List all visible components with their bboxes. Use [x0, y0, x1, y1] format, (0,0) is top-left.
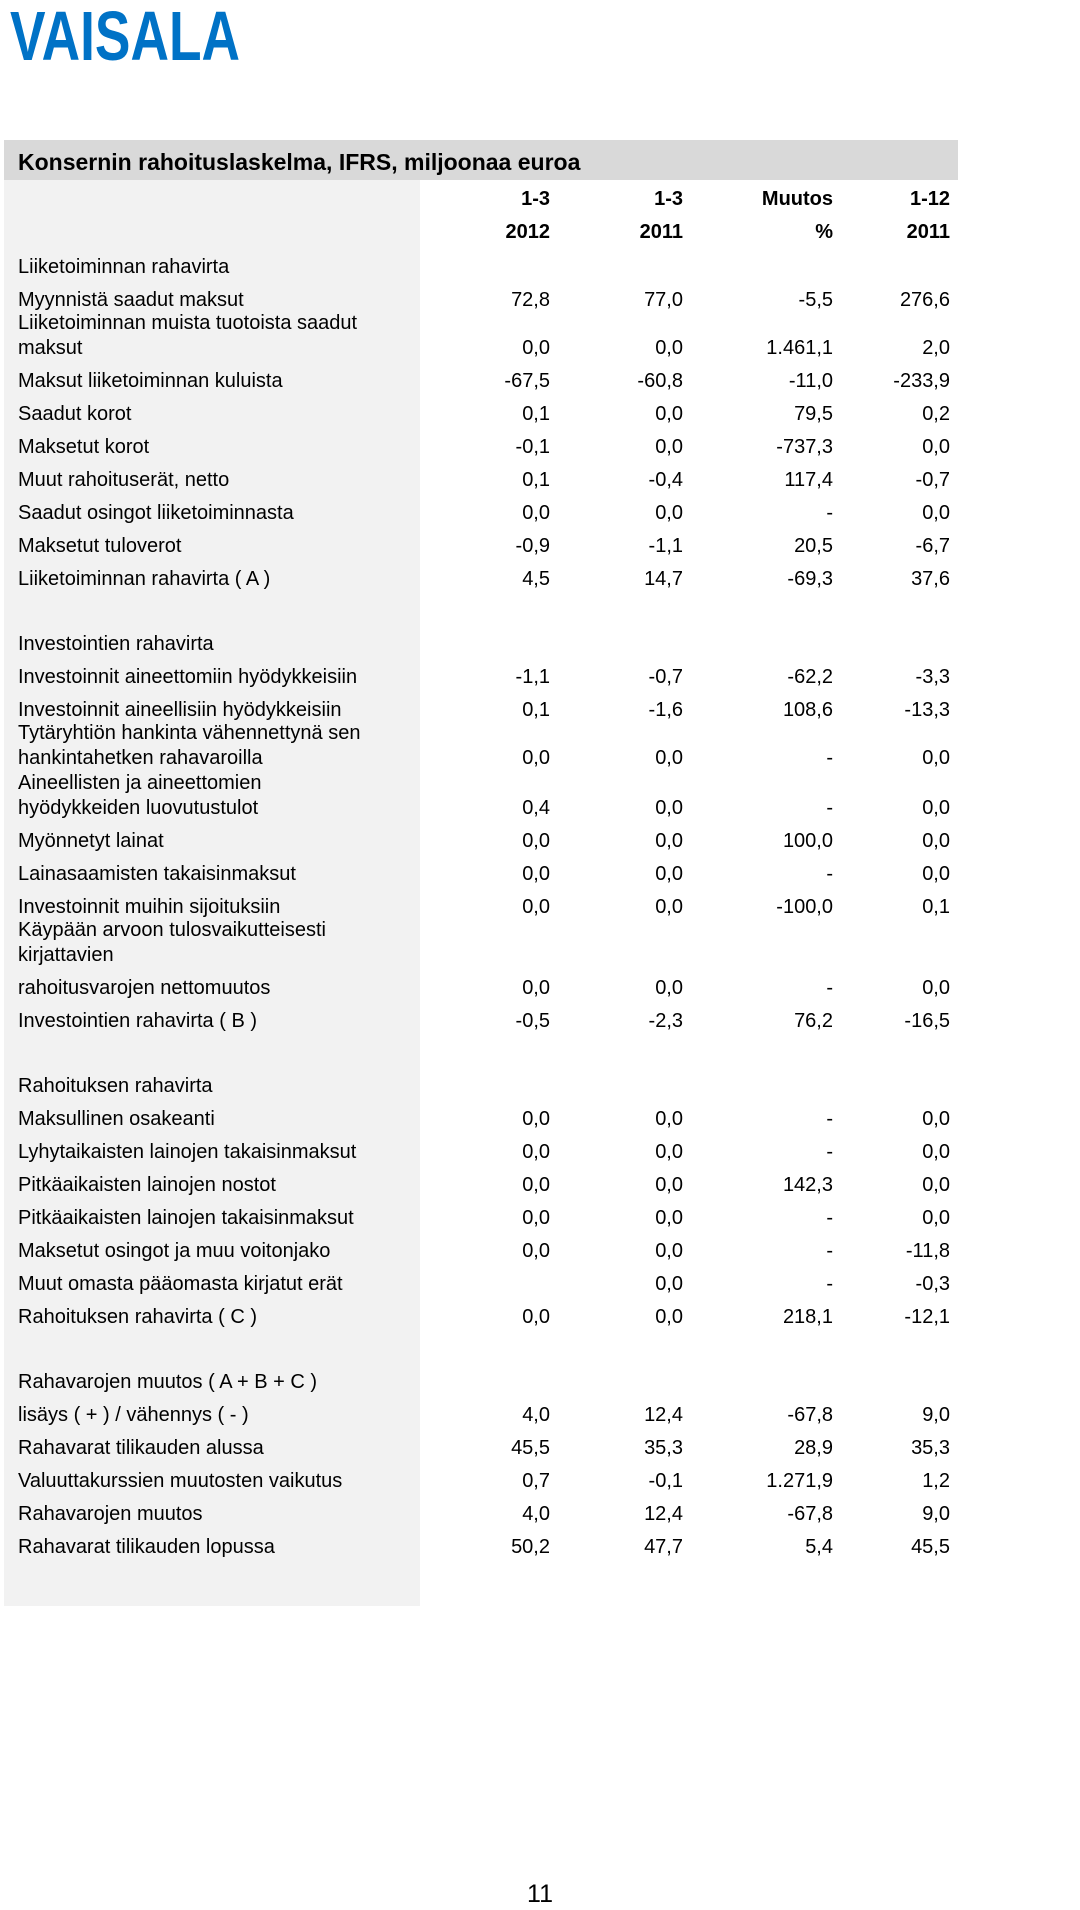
- row-value: 79,5: [794, 403, 833, 425]
- table-title: Konsernin rahoituslaskelma, IFRS, miljoonaa euroa: [18, 149, 581, 175]
- row-label: Liiketoiminnan rahavirta ( A ): [18, 568, 271, 590]
- row-value: -1,1: [648, 535, 683, 557]
- row-value: 0,0: [522, 337, 550, 359]
- row-label: Saadut korot: [18, 403, 132, 425]
- row-label: Rahavarojen muutos: [18, 1503, 203, 1525]
- row-value: -: [826, 1108, 833, 1130]
- row-label: Lainasaamisten takaisinmaksut: [18, 863, 296, 885]
- row-value: 77,0: [644, 289, 683, 311]
- row-value: 35,3: [644, 1437, 683, 1459]
- row-value: 0,0: [655, 1306, 683, 1328]
- row-value: -5,5: [798, 289, 833, 311]
- row-value: 45,5: [511, 1437, 550, 1459]
- row-value: 142,3: [782, 1174, 833, 1196]
- row-value: 5,4: [805, 1536, 833, 1558]
- row-value: 0,0: [922, 977, 950, 999]
- row-value: 0,0: [655, 1174, 683, 1196]
- row-label: Rahavarojen muutos ( A + B + C ): [18, 1371, 318, 1393]
- row-value: 0,0: [655, 403, 683, 425]
- row-label: Maksut liiketoiminnan kuluista: [18, 370, 283, 392]
- row-value: -60,8: [637, 370, 683, 392]
- row-value: -67,8: [787, 1503, 833, 1525]
- row-label: Rahavarat tilikauden lopussa: [18, 1536, 275, 1558]
- row-value: 9,0: [922, 1503, 950, 1525]
- row-label: Investointien rahavirta ( B ): [18, 1010, 257, 1032]
- row-value: -11,0: [788, 370, 833, 392]
- row-value: 276,6: [899, 289, 950, 311]
- row-value: 0,2: [922, 403, 950, 425]
- row-label: Muut omasta pääomasta kirjatut erät: [18, 1273, 343, 1295]
- row-value: 0,1: [522, 699, 550, 721]
- header-cell: 1-3: [654, 188, 683, 210]
- row-label: Maksetut osingot ja muu voitonjako: [18, 1240, 331, 1262]
- row-value: 0,1: [922, 896, 950, 918]
- row-label: Maksullinen osakeanti: [18, 1108, 215, 1130]
- row-value: -1,6: [648, 699, 683, 721]
- row-value: 20,5: [794, 535, 833, 557]
- row-value: 47,7: [644, 1536, 683, 1558]
- header-cell: Muutos: [761, 188, 833, 210]
- row-value: 0,0: [655, 977, 683, 999]
- row-value: -0,3: [915, 1273, 950, 1295]
- row-value: -62,2: [787, 666, 833, 688]
- row-value: 2,0: [922, 337, 950, 359]
- row-value: -: [826, 1240, 833, 1262]
- row-label: Liiketoiminnan muista tuotoista saadut: [18, 312, 358, 334]
- row-value: 37,6: [911, 568, 950, 590]
- table-title-bar: [4, 140, 958, 180]
- row-value: 0,0: [922, 747, 950, 769]
- row-value: -12,1: [904, 1306, 950, 1328]
- row-value: 0,0: [922, 863, 950, 885]
- row-value: 0,0: [522, 863, 550, 885]
- row-label: Liiketoiminnan rahavirta: [18, 256, 230, 278]
- row-label: Rahoituksen rahavirta: [18, 1075, 213, 1097]
- logo-text: VAISALA: [10, 0, 240, 75]
- row-value: 76,2: [794, 1010, 833, 1032]
- row-value: -0,1: [515, 436, 550, 458]
- row-value: 0,0: [522, 1306, 550, 1328]
- row-value: 9,0: [922, 1404, 950, 1426]
- row-value: 0,0: [922, 502, 950, 524]
- row-label: Investoinnit aineettomiin hyödykkeisiin: [18, 666, 358, 688]
- row-label: kirjattavien: [18, 944, 114, 966]
- row-value: 0,0: [655, 896, 683, 918]
- row-label: Investointien rahavirta: [18, 633, 214, 655]
- row-label: Muut rahoituserät, netto: [18, 469, 230, 491]
- row-value: 117,4: [784, 469, 833, 491]
- header-cell: 2011: [639, 221, 683, 243]
- row-label: Rahoituksen rahavirta ( C ): [18, 1306, 257, 1328]
- row-value: 0,0: [655, 830, 683, 852]
- row-value: 50,2: [511, 1536, 550, 1558]
- row-label: Tytäryhtiön hankinta vähennettynä sen: [18, 722, 361, 744]
- row-value: 0,0: [655, 797, 683, 819]
- row-value: -0,5: [515, 1010, 550, 1032]
- row-label: Käypään arvoon tulosvaikutteisesti: [18, 919, 326, 941]
- row-value: 218,1: [782, 1306, 833, 1328]
- row-value: 0,7: [522, 1470, 550, 1492]
- row-value: -11,8: [905, 1240, 950, 1262]
- row-value: 0,0: [655, 747, 683, 769]
- row-label: Lyhytaikaisten lainojen takaisinmaksut: [18, 1141, 357, 1163]
- row-value: 28,9: [794, 1437, 833, 1459]
- row-value: -: [826, 977, 833, 999]
- row-value: -2,3: [648, 1010, 683, 1032]
- row-value: -: [826, 1273, 833, 1295]
- row-value: 0,0: [655, 863, 683, 885]
- row-value: 12,4: [644, 1503, 683, 1525]
- row-label: Maksetut tuloverot: [18, 535, 182, 557]
- row-label: maksut: [18, 337, 83, 359]
- row-value: -67,5: [504, 370, 550, 392]
- row-value: 0,0: [655, 337, 683, 359]
- page-number: 11: [527, 1880, 553, 1908]
- row-value: 0,0: [522, 747, 550, 769]
- row-value: 0,0: [655, 1273, 683, 1295]
- row-value: -233,9: [893, 370, 950, 392]
- row-value: 35,3: [911, 1437, 950, 1459]
- row-label: rahoitusvarojen nettomuutos: [18, 977, 271, 999]
- row-value: 0,0: [522, 1141, 550, 1163]
- row-value: -: [826, 1207, 833, 1229]
- row-label: Pitkäaikaisten lainojen nostot: [18, 1174, 276, 1196]
- row-value: 0,0: [922, 830, 950, 852]
- row-value: -: [826, 502, 833, 524]
- row-value: 1.461,1: [766, 337, 833, 359]
- row-value: 4,0: [522, 1404, 550, 1426]
- row-value: 0,0: [922, 1207, 950, 1229]
- row-value: 0,0: [655, 436, 683, 458]
- row-value: 0,0: [922, 1141, 950, 1163]
- row-value: 0,4: [522, 797, 550, 819]
- row-value: -0,4: [648, 469, 683, 491]
- row-label: Investoinnit aineellisiin hyödykkeisiin: [18, 699, 342, 721]
- row-value: 0,0: [522, 1240, 550, 1262]
- row-label: Investoinnit muihin sijoituksiin: [18, 896, 281, 918]
- row-value: 0,0: [655, 502, 683, 524]
- row-label: Aineellisten ja aineettomien: [18, 772, 262, 794]
- row-label: lisäys ( + ) / vähennys ( - ): [18, 1404, 249, 1426]
- row-value: 14,7: [644, 568, 683, 590]
- row-label: Maksetut korot: [18, 436, 150, 458]
- row-value: 0,0: [522, 1207, 550, 1229]
- row-value: 0,1: [522, 403, 550, 425]
- row-value: 0,0: [655, 1207, 683, 1229]
- row-value: -: [826, 797, 833, 819]
- row-value: 0,0: [522, 896, 550, 918]
- row-value: 45,5: [911, 1536, 950, 1558]
- header-cell: 2012: [505, 221, 550, 243]
- row-value: 0,0: [922, 436, 950, 458]
- row-value: -: [826, 863, 833, 885]
- row-value: 0,0: [522, 1174, 550, 1196]
- row-value: -0,7: [648, 666, 683, 688]
- row-label: hyödykkeiden luovutustulot: [18, 797, 259, 819]
- row-value: 100,0: [782, 830, 833, 852]
- row-value: -0,1: [648, 1470, 683, 1492]
- row-value: 1,2: [922, 1470, 950, 1492]
- row-label: hankintahetken rahavaroilla: [18, 747, 263, 769]
- row-value: 0,0: [655, 1108, 683, 1130]
- row-value: 0,0: [655, 1141, 683, 1163]
- row-value: -: [826, 747, 833, 769]
- row-value: 0,0: [922, 1174, 950, 1196]
- row-value: -0,7: [915, 469, 950, 491]
- row-value: -67,8: [787, 1404, 833, 1426]
- row-value: -69,3: [787, 568, 833, 590]
- row-value: 0,1: [522, 469, 550, 491]
- row-value: -16,5: [904, 1010, 950, 1032]
- header-cell: 1-3: [521, 188, 550, 210]
- row-value: 12,4: [644, 1404, 683, 1426]
- vaisala-logo: [10, 0, 242, 75]
- row-value: 0,0: [655, 1240, 683, 1262]
- row-value: 0,0: [922, 797, 950, 819]
- row-value: 4,0: [522, 1503, 550, 1525]
- row-value: 4,5: [522, 568, 550, 590]
- row-label: Rahavarat tilikauden alussa: [18, 1437, 264, 1459]
- row-value: 0,0: [522, 977, 550, 999]
- row-value: 0,0: [922, 1108, 950, 1130]
- row-value: 0,0: [522, 1108, 550, 1130]
- row-value: 108,6: [782, 699, 833, 721]
- header-cell: 2011: [906, 221, 950, 243]
- row-value: 1.271,9: [766, 1470, 833, 1492]
- row-value: -0,9: [515, 535, 550, 557]
- row-value: 0,0: [522, 502, 550, 524]
- row-value: -3,3: [915, 666, 950, 688]
- row-label: Myynnistä saadut maksut: [18, 289, 244, 311]
- row-label: Valuuttakurssien muutosten vaikutus: [18, 1470, 343, 1492]
- row-label: Saadut osingot liiketoiminnasta: [18, 502, 294, 524]
- row-label: Myönnetyt lainat: [18, 830, 164, 852]
- row-value: -: [826, 1141, 833, 1163]
- row-value: -6,7: [915, 535, 950, 557]
- row-value: -737,3: [776, 436, 833, 458]
- row-value: -100,0: [776, 896, 833, 918]
- row-value: -1,1: [515, 666, 550, 688]
- row-label: Pitkäaikaisten lainojen takaisinmaksut: [18, 1207, 354, 1229]
- row-value: 72,8: [511, 289, 550, 311]
- header-cell: %: [815, 221, 833, 243]
- header-cell: 1-12: [909, 188, 950, 210]
- row-value: 0,0: [522, 830, 550, 852]
- row-value: -13,3: [904, 699, 950, 721]
